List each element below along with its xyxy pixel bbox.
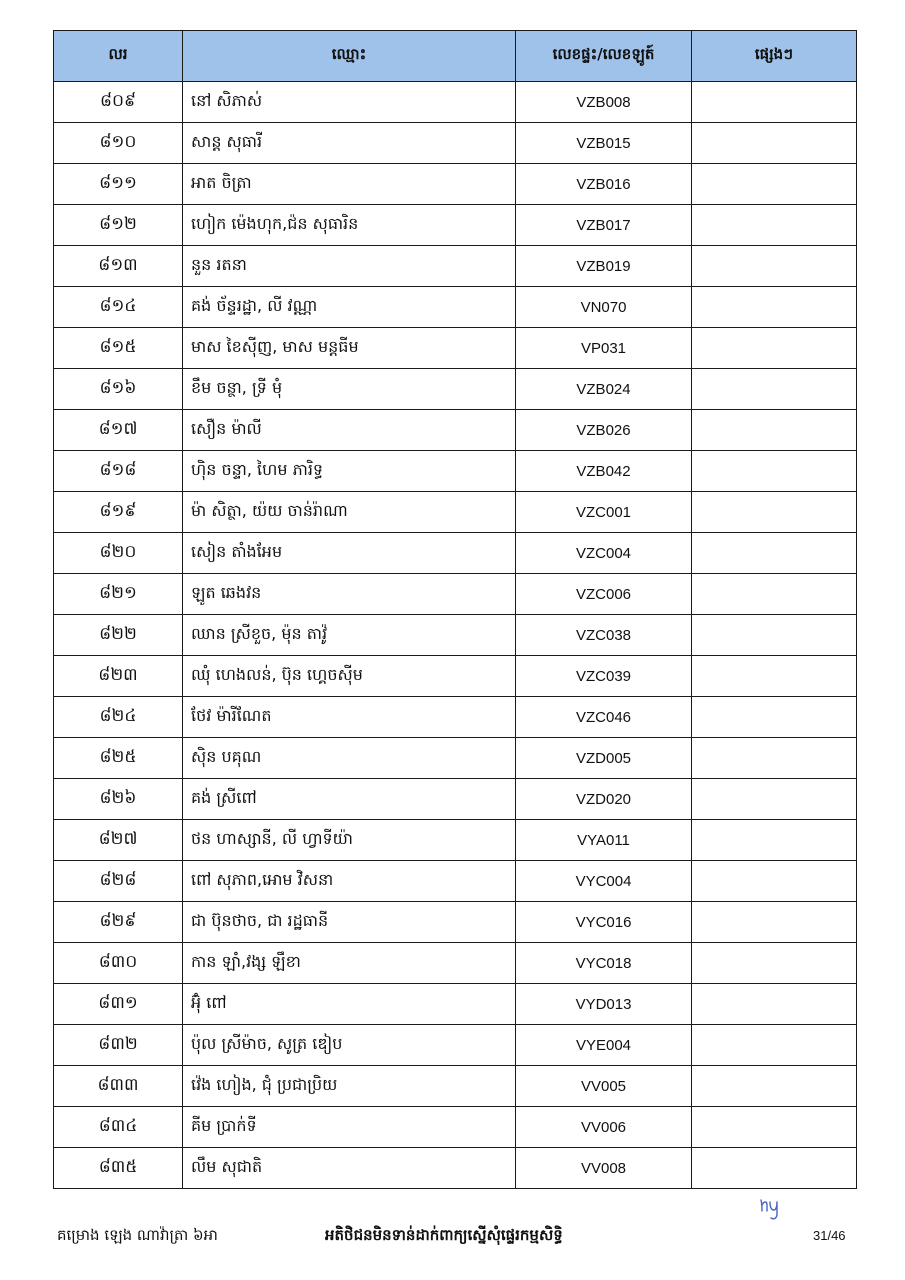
row-note — [692, 492, 857, 533]
lot-code: VZB019 — [516, 246, 692, 287]
lot-code: VYE004 — [516, 1025, 692, 1066]
row-number: ៨១៣ — [54, 246, 183, 287]
customer-name: ពៅ សុភាព,អោម វិសនា — [183, 861, 516, 902]
lot-code: VV006 — [516, 1107, 692, 1148]
row-number: ៨២៩ — [54, 902, 183, 943]
row-number: ៨២២ — [54, 615, 183, 656]
customer-name: ឈាន ស្រីខួច, ម៉ុន តាវ៉ូ — [183, 615, 516, 656]
header-name: ឈ្មោះ — [183, 31, 516, 82]
row-number: ៨២៤ — [54, 697, 183, 738]
lot-code: VV008 — [516, 1148, 692, 1189]
row-number: ៨១២ — [54, 205, 183, 246]
row-note — [692, 861, 857, 902]
row-note — [692, 902, 857, 943]
row-number: ៨២៧ — [54, 820, 183, 861]
table-row — [54, 779, 857, 820]
row-note — [692, 943, 857, 984]
table-row — [54, 738, 857, 779]
row-note — [692, 1107, 857, 1148]
lot-code: VYC004 — [516, 861, 692, 902]
row-note — [692, 123, 857, 164]
row-note — [692, 697, 857, 738]
customer-name: ស៊ិន បគុណ — [183, 738, 516, 779]
row-note — [692, 369, 857, 410]
table-row — [54, 861, 857, 902]
table-row — [54, 82, 857, 123]
customer-name: សៀន តាំងអែម — [183, 533, 516, 574]
table-row — [54, 328, 857, 369]
lot-code: VZB008 — [516, 82, 692, 123]
row-note — [692, 984, 857, 1025]
row-note — [692, 779, 857, 820]
lot-code: VZB026 — [516, 410, 692, 451]
customer-name: កាន ឡាំ,វង្ស ឡឹខា — [183, 943, 516, 984]
customer-name: ខឹម ចន្ថា, ទ្រី មុំ — [183, 369, 516, 410]
row-note — [692, 328, 857, 369]
header-no: លរ — [54, 31, 183, 82]
customer-name: នួន រតនា — [183, 246, 516, 287]
lot-code: VZC006 — [516, 574, 692, 615]
table-row — [54, 369, 857, 410]
row-note — [692, 820, 857, 861]
table-row — [54, 205, 857, 246]
customer-name: ឈុំ ហេងលន់, ប៊ុន ហ្គេចស៊ីម — [183, 656, 516, 697]
row-number: ៨២៦ — [54, 779, 183, 820]
row-number: ៨២១ — [54, 574, 183, 615]
lot-code: VZD020 — [516, 779, 692, 820]
customer-name: គង់ ស្រីពៅ — [183, 779, 516, 820]
header-lot-number: លេខផ្ទះ/លេខឡូត៍ — [516, 31, 692, 82]
lot-code: VYC016 — [516, 902, 692, 943]
table-row — [54, 451, 857, 492]
table-row — [54, 1148, 857, 1189]
customer-name: ហៀក ម៉េងហុក,ជ៉ន សុធារិន — [183, 205, 516, 246]
row-number: ៨២៨ — [54, 861, 183, 902]
customer-name: ឡូត ឆេងវន — [183, 574, 516, 615]
lot-code: VP031 — [516, 328, 692, 369]
table-row — [54, 902, 857, 943]
row-note — [692, 533, 857, 574]
row-note — [692, 410, 857, 451]
row-note — [692, 1025, 857, 1066]
table-row — [54, 1107, 857, 1148]
lot-code: VYD013 — [516, 984, 692, 1025]
table-row — [54, 1025, 857, 1066]
row-note — [692, 287, 857, 328]
table-row — [54, 164, 857, 205]
row-note — [692, 656, 857, 697]
lot-code: VZD005 — [516, 738, 692, 779]
lot-code: VZC046 — [516, 697, 692, 738]
lot-code: VZB024 — [516, 369, 692, 410]
lot-code: VYC018 — [516, 943, 692, 984]
lot-code: VYA011 — [516, 820, 692, 861]
customer-name: អាត ចិត្រា — [183, 164, 516, 205]
header-other: ផ្សេងៗ — [692, 31, 857, 82]
lot-code: VZB042 — [516, 451, 692, 492]
row-note — [692, 451, 857, 492]
customer-name: ថន ហាស្សានី, លី ហ្វាទីយ៉ា — [183, 820, 516, 861]
row-number: ៨១៤ — [54, 287, 183, 328]
table-body — [54, 82, 857, 1189]
table-row — [54, 656, 857, 697]
lot-code: VZC038 — [516, 615, 692, 656]
footer-description: អតិថិជនមិនទាន់ដាក់ពាក្យស្នើសុំផ្ទេរកម្មសិទ្ធិ — [325, 1226, 563, 1244]
row-number: ៨០៩ — [54, 82, 183, 123]
row-number: ៨២៥ — [54, 738, 183, 779]
row-number: ៨២០ — [54, 533, 183, 574]
table-row — [54, 574, 857, 615]
row-note — [692, 1148, 857, 1189]
customer-name: ថែវ ម៉ារីណែត — [183, 697, 516, 738]
lot-code: VZC004 — [516, 533, 692, 574]
table-row — [54, 820, 857, 861]
table-row — [54, 1066, 857, 1107]
table-row — [54, 984, 857, 1025]
customer-name: វ៉េង ហៀង, ជុំ ប្រជាប្រិយ — [183, 1066, 516, 1107]
row-number: ៨១០ — [54, 123, 183, 164]
row-note — [692, 246, 857, 287]
lot-code: VZB017 — [516, 205, 692, 246]
row-note — [692, 164, 857, 205]
customer-name: ប៉ុល ស្រីម៉ាច, សូត្រ ឌៀប — [183, 1025, 516, 1066]
customer-name: ហ៊ិន ចន្ទា, ហៃម ភារិទ្ធ — [183, 451, 516, 492]
row-note — [692, 82, 857, 123]
lot-code: VZC039 — [516, 656, 692, 697]
table-row — [54, 492, 857, 533]
table-row — [54, 410, 857, 451]
table-row — [54, 287, 857, 328]
row-note — [692, 615, 857, 656]
row-number: ៨១៦ — [54, 369, 183, 410]
customer-name: អ៊ុំ ពៅ — [183, 984, 516, 1025]
lot-code: VV005 — [516, 1066, 692, 1107]
row-number: ៨១៧ — [54, 410, 183, 451]
table-row — [54, 615, 857, 656]
row-number: ៨៣៥ — [54, 1148, 183, 1189]
row-note — [692, 738, 857, 779]
customer-name: នៅ សិភាស់ — [183, 82, 516, 123]
lot-code: VN070 — [516, 287, 692, 328]
customer-name: សឿន ម៉ាលី — [183, 410, 516, 451]
row-note — [692, 1066, 857, 1107]
customer-name: ម៉ា សិត្ថា, យ៉យ ចាន់រ៉ាណា — [183, 492, 516, 533]
row-number: ៨៣០ — [54, 943, 183, 984]
row-number: ៨១៨ — [54, 451, 183, 492]
handwritten-initials — [758, 1196, 780, 1222]
customer-name: គង់ ច័ន្ទរដ្ឋា, លី វណ្ណា — [183, 287, 516, 328]
customer-name: គីម ប្រាក់ទី — [183, 1107, 516, 1148]
row-number: ៨១៩ — [54, 492, 183, 533]
lot-code: VZB016 — [516, 164, 692, 205]
page-number: 31/46 — [813, 1228, 846, 1243]
lot-code: VZC001 — [516, 492, 692, 533]
row-number: ៨៣៤ — [54, 1107, 183, 1148]
table-row — [54, 246, 857, 287]
row-note — [692, 574, 857, 615]
row-number: ៨៣៣ — [54, 1066, 183, 1107]
row-number: ៨៣១ — [54, 984, 183, 1025]
customer-table — [53, 30, 857, 1189]
row-number: ៨២៣ — [54, 656, 183, 697]
footer-project: គម្រោង ឡេង ណាវ៉ាត្រា ៦អា — [57, 1226, 218, 1244]
table-row — [54, 943, 857, 984]
row-number: ៨១១ — [54, 164, 183, 205]
customer-name: សាន្ត សុធារី — [183, 123, 516, 164]
customer-name: ជា ប៊ុនថាច, ជា រដ្ឋធានី — [183, 902, 516, 943]
table-row — [54, 533, 857, 574]
customer-name: លឹម សុជាតិ — [183, 1148, 516, 1189]
customer-name: មាស ខៃស៊ីញ, មាស មន្តធីម — [183, 328, 516, 369]
table-row — [54, 697, 857, 738]
row-number: ៨១៥ — [54, 328, 183, 369]
table-row — [54, 123, 857, 164]
table-header-row — [54, 31, 857, 82]
row-note — [692, 205, 857, 246]
row-number: ៨៣២ — [54, 1025, 183, 1066]
lot-code: VZB015 — [516, 123, 692, 164]
